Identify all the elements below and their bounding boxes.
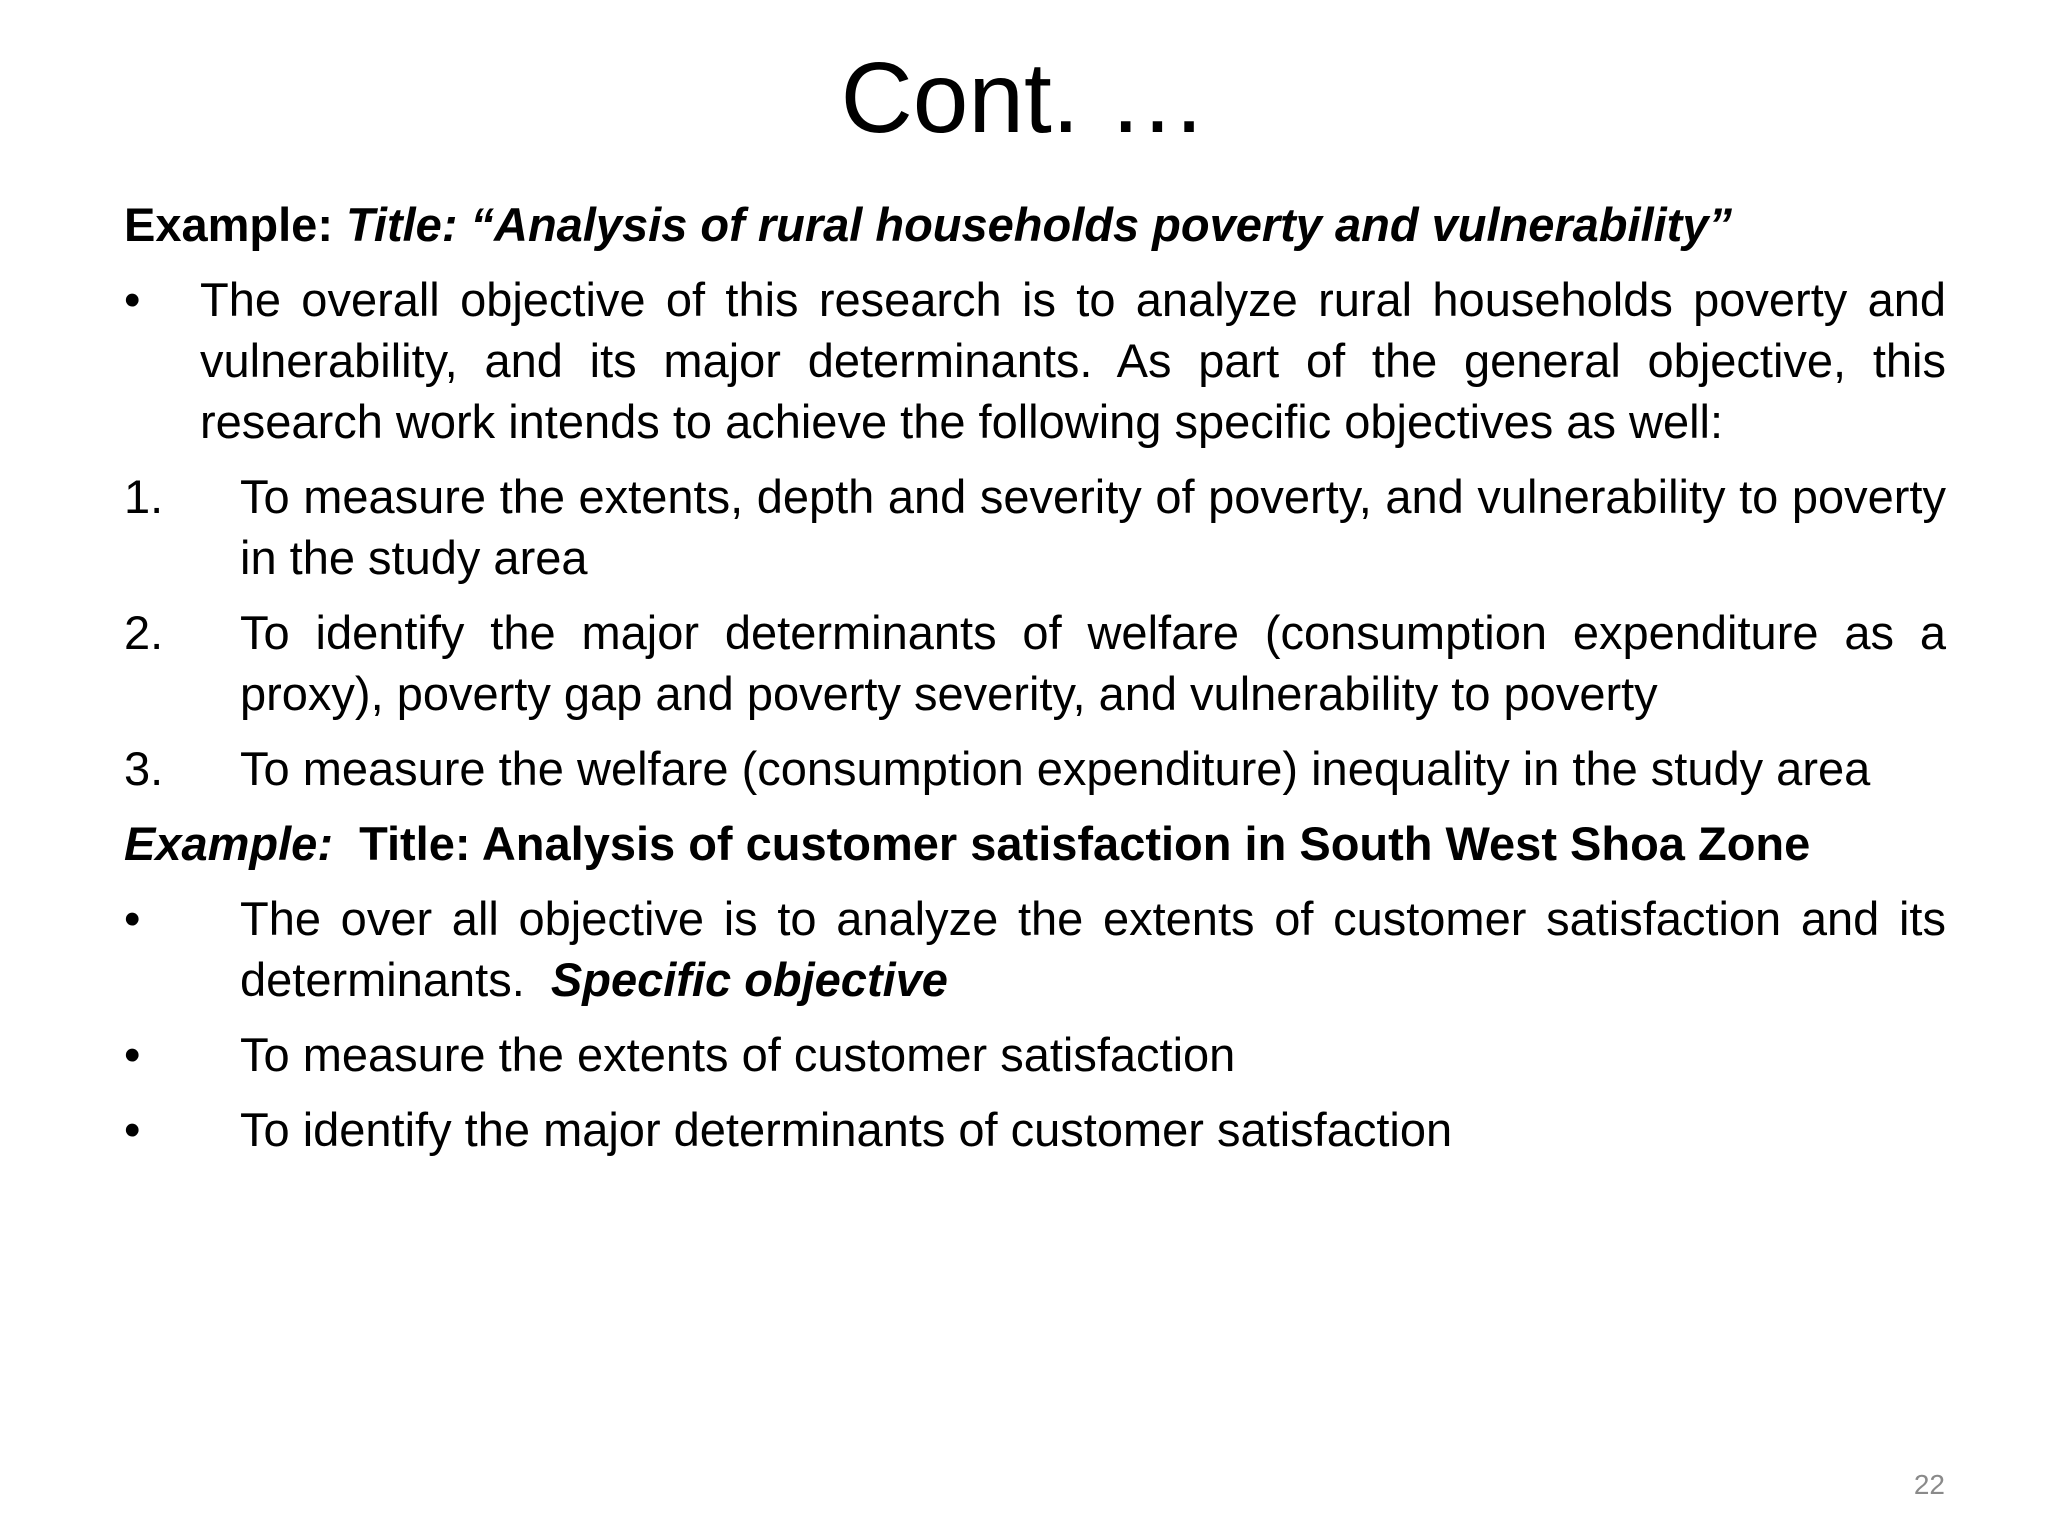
objective-item-1 (124, 466, 1946, 588)
example-1-overview-item (124, 269, 1946, 452)
page-number: 22 (1913, 1469, 1945, 1500)
objective-marker: 1. (124, 470, 164, 523)
example-2-label: Example: (124, 817, 333, 870)
objective-text: To identify the major determinants of welfare (consumption expenditure as a proxy), poverty gap and poverty severity, and vulnerability to poverty (240, 606, 1946, 720)
objective-text: To measure the extents, depth and severity of poverty, and vulnerability to poverty in the study area (240, 470, 1946, 584)
example-2-overview-text: The over all objective is to analyze the extents of customer satisfaction and its determinants. (240, 892, 1946, 1006)
bullet-marker: • (124, 892, 141, 945)
objective-item-3 (124, 738, 1946, 799)
example-2-title: Title: Analysis of customer satisfaction in South West Shoa Zone (359, 817, 1811, 870)
example-1-title: Title: “Analysis of rural households poverty and vulnerability” (346, 198, 1732, 251)
example-2-heading (124, 813, 1946, 874)
example-2-overview-item (124, 888, 1946, 1010)
specific-objective-label: Specific objective (550, 953, 948, 1006)
example-1-label: Example: (124, 198, 333, 251)
objective-text: To measure the welfare (consumption expenditure) inequality in the study area (240, 742, 1871, 795)
bullet-marker: • (124, 1103, 141, 1156)
example-2-overview-wrap (240, 888, 1946, 1010)
bullet-marker: • (124, 1028, 141, 1081)
bullet-marker: • (124, 273, 141, 326)
objective-marker: 2. (124, 606, 164, 659)
example-1-overview-text: The overall objective of this research is to analyze rural households poverty and vulnerability, and its major determinants. As part of the general objective, this research work intends to achieve the following specific objectives as well: (200, 273, 1946, 448)
slide-title: Cont. … (840, 42, 1208, 154)
example-1-heading (124, 194, 1946, 255)
specific-objective-item-1 (124, 1024, 1946, 1085)
specific-objective-item-2 (124, 1099, 1946, 1160)
slide-body (124, 194, 1946, 1174)
specific-objective-text: To measure the extents of customer satisfaction (240, 1028, 1236, 1081)
specific-objective-text: To identify the major determinants of customer satisfaction (240, 1103, 1453, 1156)
objective-marker: 3. (124, 742, 164, 795)
objective-item-2 (124, 602, 1946, 724)
